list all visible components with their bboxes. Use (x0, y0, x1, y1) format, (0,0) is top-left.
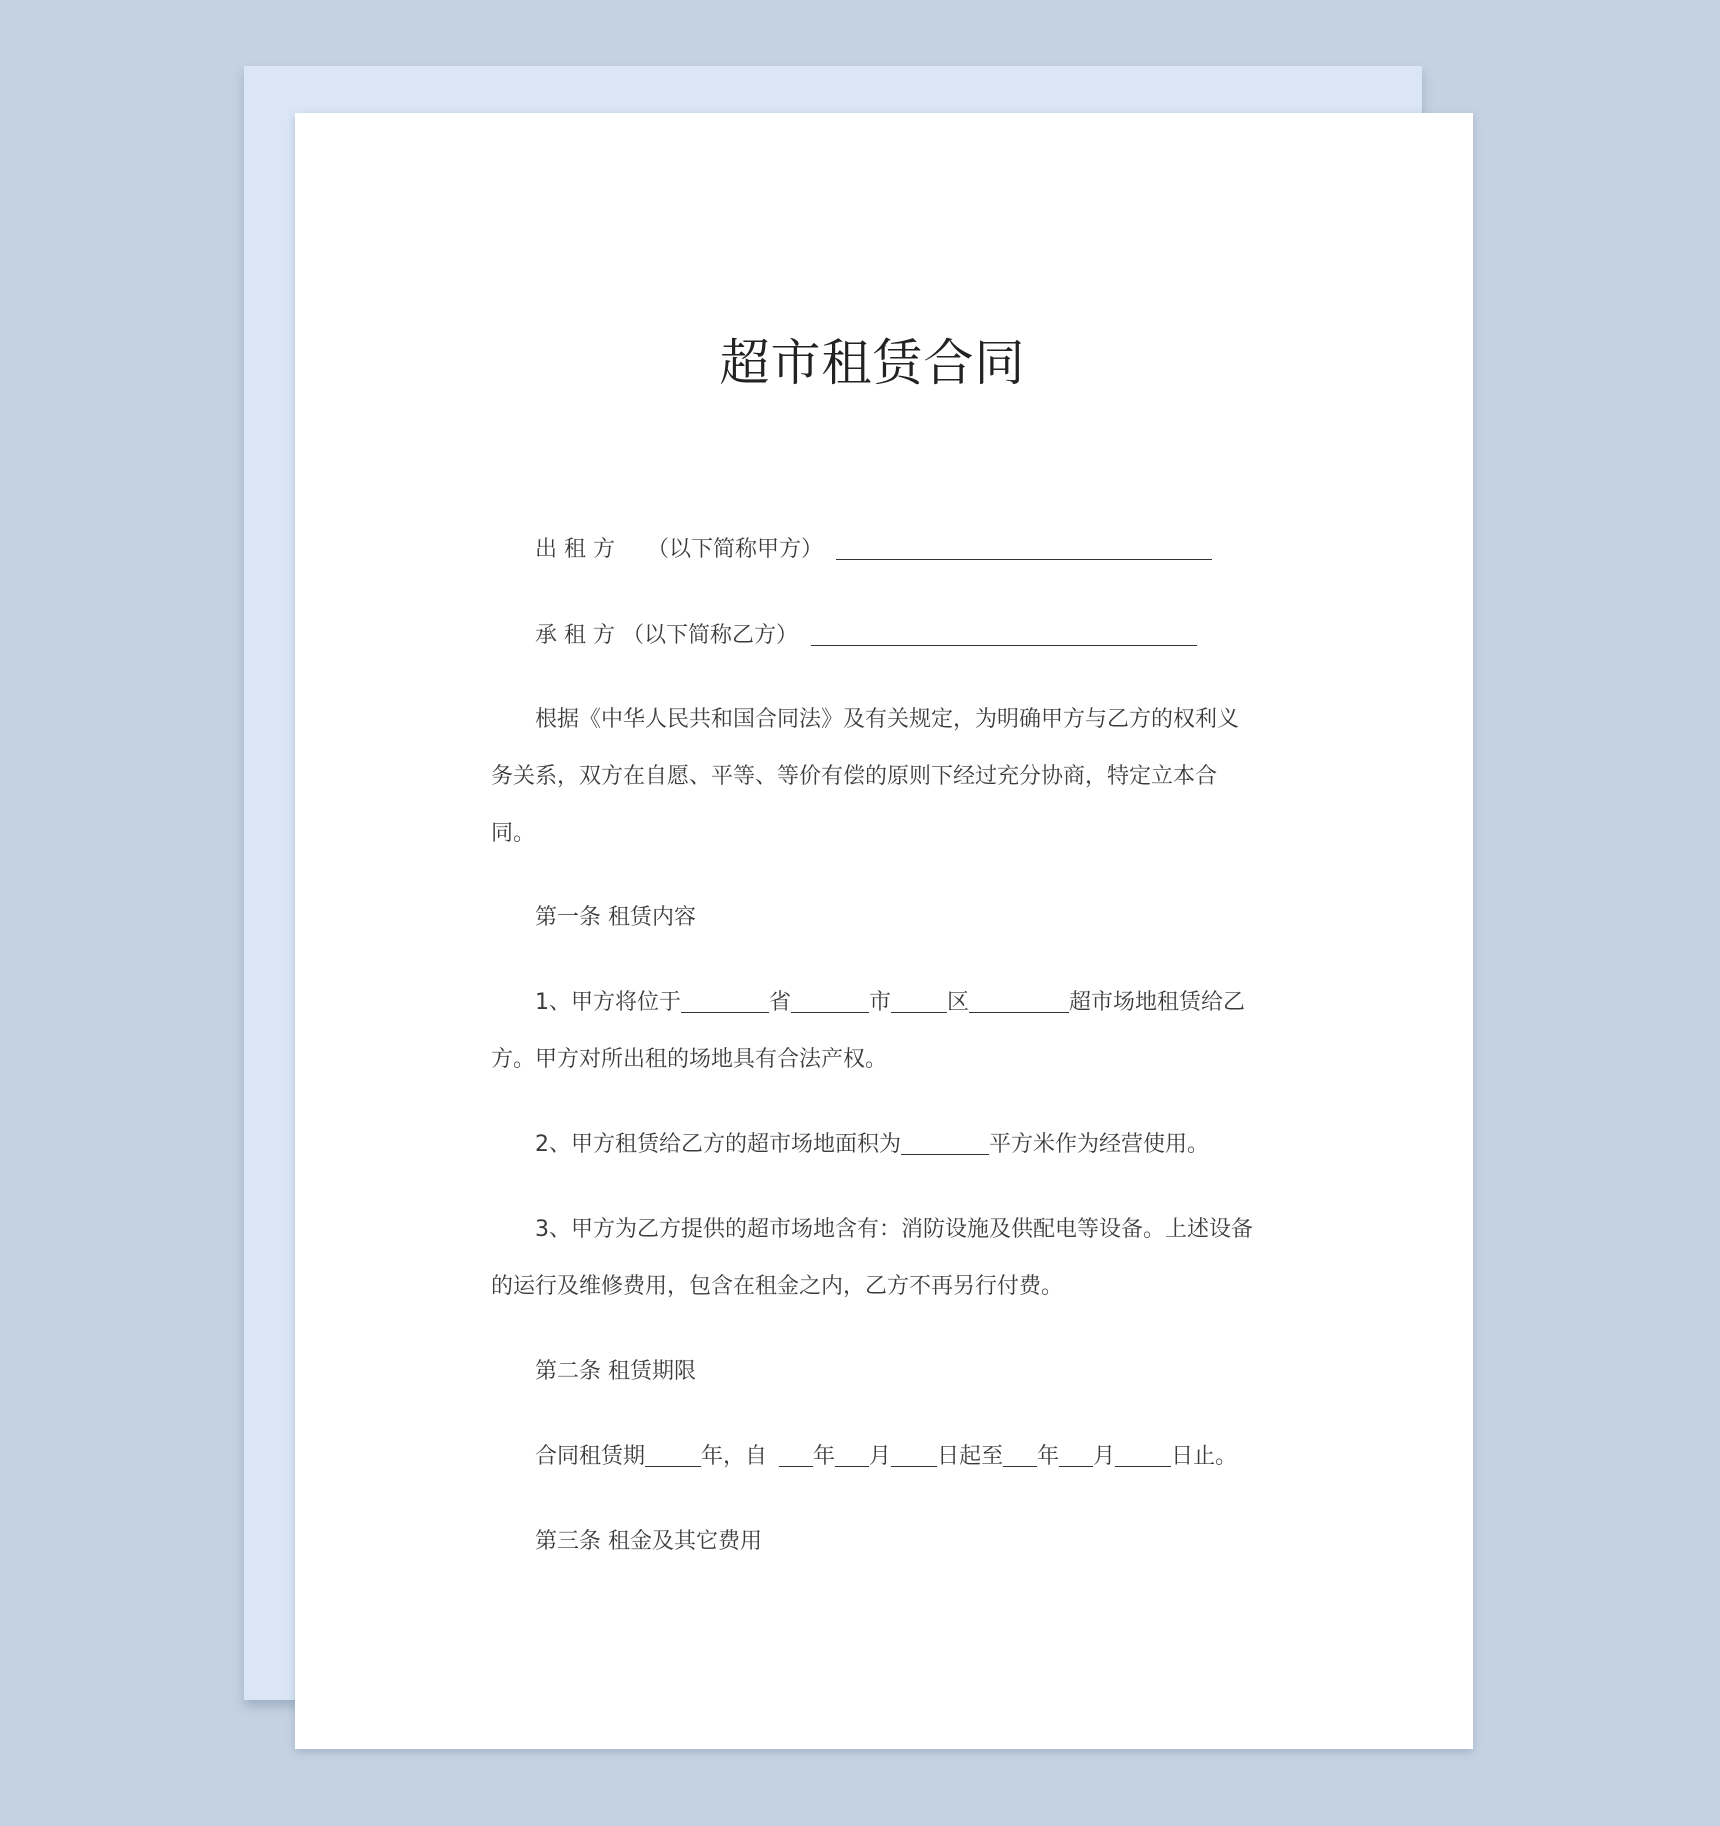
province-blank[interactable] (681, 988, 769, 1013)
party-b-label: 承 租 方 (535, 623, 615, 648)
end-year-label: 年 (1037, 1444, 1060, 1469)
end-year-blank[interactable] (1003, 1442, 1037, 1467)
intro-line-2: 务关系，双方在自愿、平等、等价有偿的原则下经过充分协商，特定立本合 (491, 764, 1218, 789)
party-b-blank[interactable] (811, 621, 1197, 646)
start-day-label: 日起至 (937, 1444, 1004, 1469)
article-1-item-1-line-2: 方。甲方对所出租的场地具有合法产权。 (491, 1047, 888, 1072)
end-month-label: 月 (1093, 1444, 1116, 1469)
area-blank[interactable] (901, 1130, 989, 1155)
item2-suffix: 平方米作为经营使用。 (989, 1132, 1210, 1157)
district-label: 区 (947, 990, 970, 1015)
start-month-label: 月 (869, 1444, 892, 1469)
article-1-heading: 第一条 租赁内容 (535, 905, 696, 930)
term-year-label: 年，自 (701, 1444, 768, 1469)
province-label: 省 (769, 990, 792, 1015)
article-1-item-1 (535, 987, 1245, 1019)
party-a-note: （以下简称甲方） (647, 537, 824, 562)
party-a-line (535, 534, 1212, 566)
document-title: 超市租赁合同 (719, 334, 1026, 392)
item1-prefix: 1、甲方将位于 (535, 990, 681, 1015)
intro-line-3: 同。 (491, 821, 536, 846)
article-2-heading: 第二条 租赁期限 (535, 1359, 696, 1384)
intro-line-1: 根据《中华人民共和国合同法》及有关规定，为明确甲方与乙方的权利义 (535, 707, 1240, 732)
party-a-label: 出 租 方 (535, 537, 615, 562)
party-b-line (535, 620, 1197, 652)
article-1-item-3-line-2: 的运行及维修费用，包含在租金之内，乙方不再另行付费。 (491, 1274, 1064, 1299)
term-prefix: 合同租赁期 (535, 1444, 646, 1469)
end-day-label: 日止。 (1171, 1444, 1238, 1469)
article-1-item-2 (535, 1129, 1209, 1161)
term-years-blank[interactable] (645, 1442, 701, 1467)
start-month-blank[interactable] (835, 1442, 869, 1467)
article-2-term (535, 1441, 1237, 1473)
start-year-blank[interactable] (779, 1442, 813, 1467)
article-1-item-3-line-1: 3、甲方为乙方提供的超市场地含有：消防设施及供配电等设备。上述设备 (535, 1217, 1253, 1242)
location-blank[interactable] (969, 988, 1069, 1013)
city-label: 市 (869, 990, 892, 1015)
party-b-note: （以下简称乙方） (622, 623, 799, 648)
end-day-blank[interactable] (1115, 1442, 1171, 1467)
end-month-blank[interactable] (1059, 1442, 1093, 1467)
city-blank[interactable] (791, 988, 869, 1013)
district-blank[interactable] (891, 988, 947, 1013)
item2-prefix: 2、甲方租赁给乙方的超市场地面积为 (535, 1132, 901, 1157)
item1-suffix: 超市场地租赁给乙 (1069, 990, 1246, 1015)
start-year-label: 年 (813, 1444, 836, 1469)
start-day-blank[interactable] (891, 1442, 937, 1467)
article-3-heading: 第三条 租金及其它费用 (535, 1529, 762, 1554)
party-a-blank[interactable] (836, 535, 1212, 560)
